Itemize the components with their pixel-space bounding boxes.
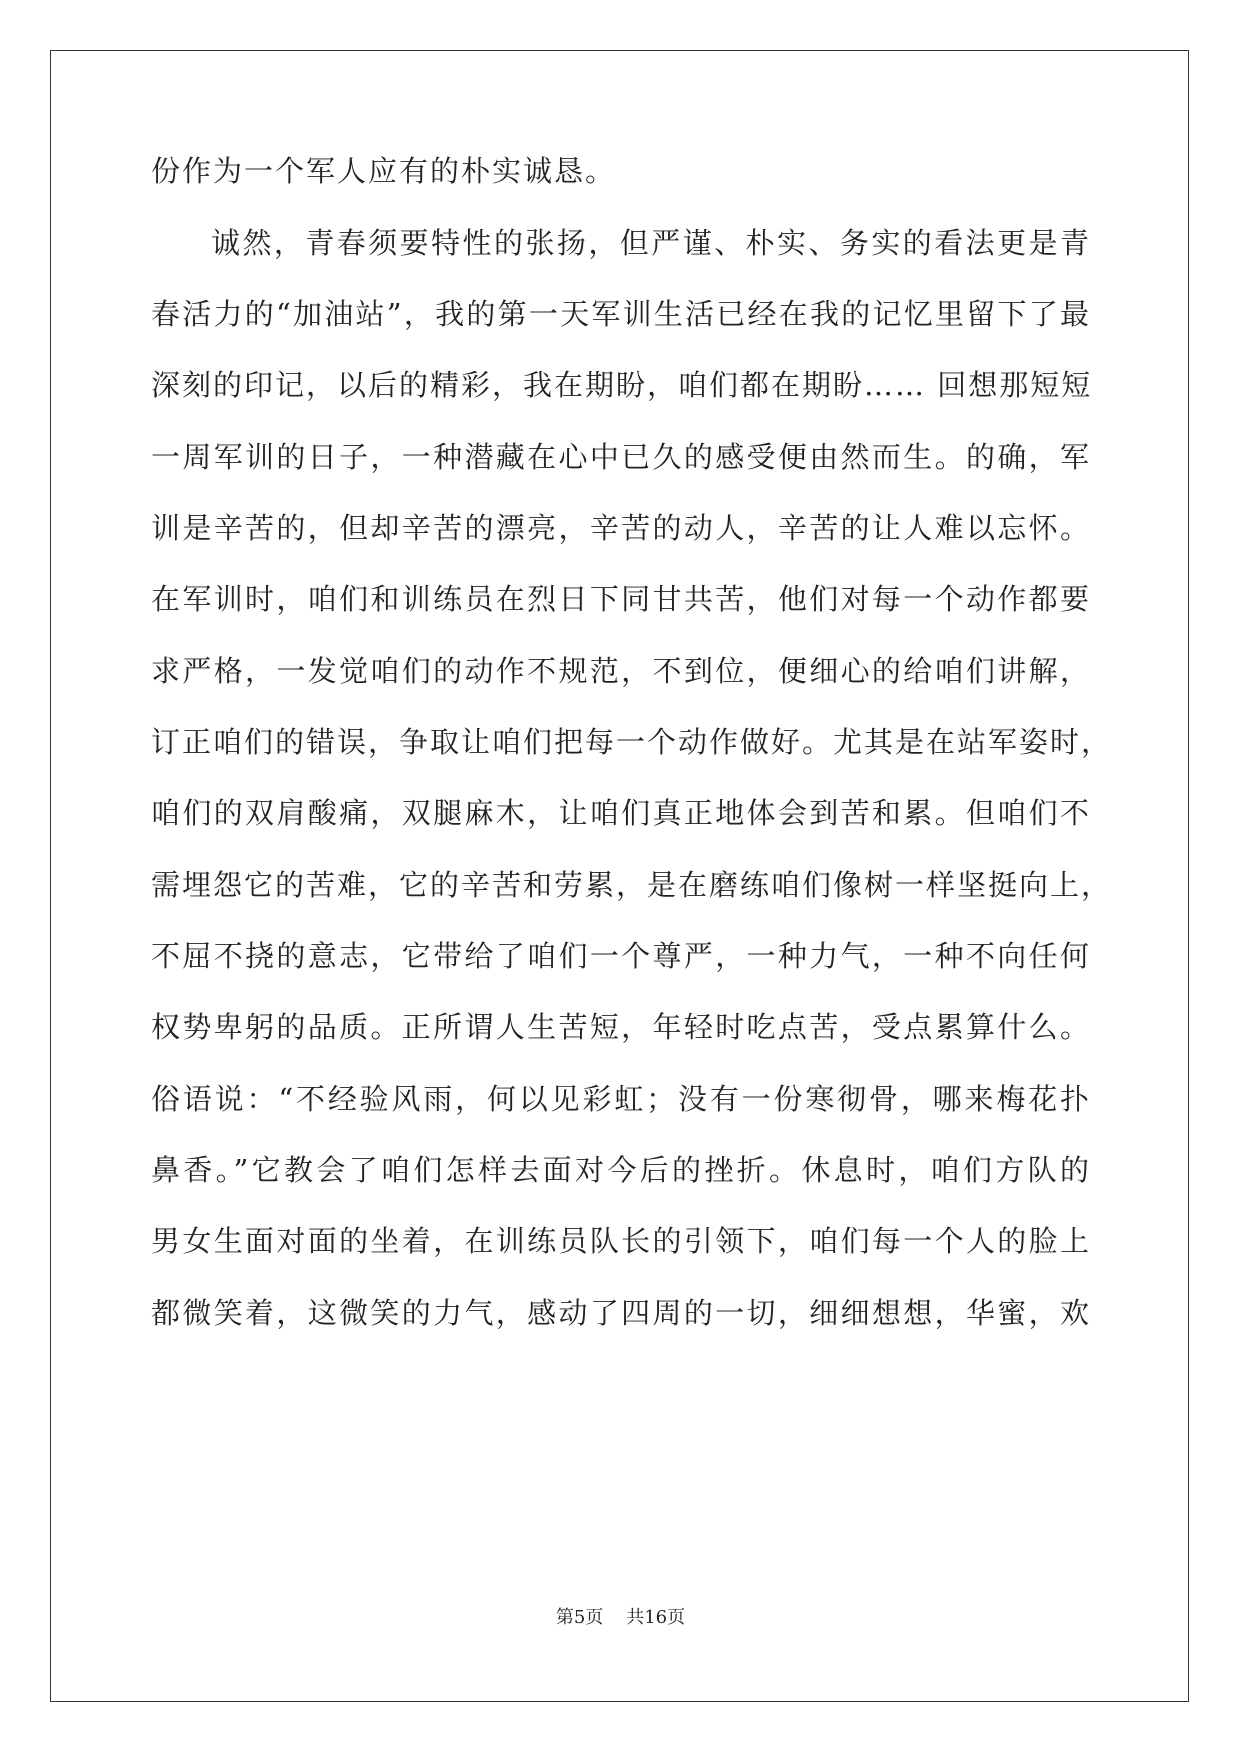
text-line: 深刻的印记，以后的精彩，我在期盼，咱们都在期盼…… 回想那短短 [151, 368, 1093, 402]
text-line: 鼻香。”它教会了咱们怎样去面对今后的挫折。休息时，咱们方队的 [151, 1153, 1091, 1187]
text-line: 俗语说：“不经验风雨，何以见彩虹；没有一份寒彻骨，哪来梅花扑 [151, 1082, 1091, 1116]
page-number-total: 共16页 [626, 1607, 686, 1628]
text-line: 咱们的双肩酸痛，双腿麻木，让咱们真正地体会到苦和累。但咱们不 [151, 796, 1091, 830]
page-footer [0, 1606, 1241, 1630]
text-line: 男女生面对面的坐着，在训练员队长的引领下，咱们每一个人的脸上 [151, 1224, 1091, 1258]
text-line: 都微笑着，这微笑的力气，感动了四周的一切，细细想想，华蜜，欢 [151, 1296, 1091, 1330]
text-line: 需埋怨它的苦难，它的辛苦和劳累，是在磨练咱们像树一样坚挺向上， [151, 868, 1113, 902]
text-line: 订正咱们的错误，争取让咱们把每一个动作做好。尤其是在站军姿时， [151, 725, 1113, 759]
text-line: 训是辛苦的，但却辛苦的漂亮，辛苦的动人，辛苦的让人难以忘怀。 [151, 511, 1091, 545]
text-line: 在军训时，咱们和训练员在烈日下同甘共苦，他们对每一个动作都要 [151, 582, 1091, 616]
text-line: 诚然，青春须要特性的张扬，但严谨、朴实、务实的看法更是青 [211, 226, 1091, 260]
text-line: 求严格，一发觉咱们的动作不规范，不到位，便细心的给咱们讲解， [151, 654, 1091, 688]
text-line: 权势卑躬的品质。正所谓人生苦短，年轻时吃点苦，受点累算什么。 [151, 1010, 1091, 1044]
text-line: 份作为一个军人应有的朴实诚恳。 [151, 154, 617, 188]
text-line: 不屈不挠的意志，它带给了咱们一个尊严，一种力气，一种不向任何 [151, 939, 1091, 973]
page-number-current: 第5页 [555, 1607, 604, 1628]
text-line: 春活力的“加油站”，我的第一天军训生活已经在我的记忆里留下了最 [151, 297, 1091, 331]
text-line: 一周军训的日子，一种潜藏在心中已久的感受便由然而生。的确，军 [151, 440, 1091, 474]
